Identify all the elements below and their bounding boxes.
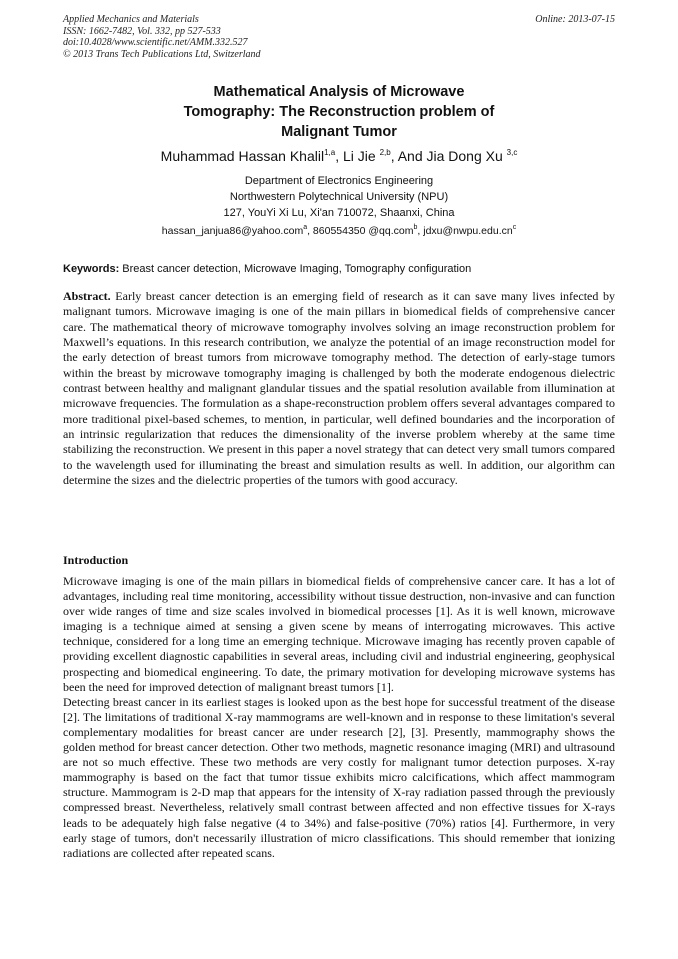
affiliation [63,173,615,221]
introduction-body [63,574,615,861]
email-2: , 860554350 @qq.com [307,225,414,237]
author-separator-2: , And Jia Dong Xu [390,148,507,164]
email-2-marker: b [413,224,418,231]
author-emails [63,224,615,238]
copyright-line: © 2013 Trans Tech Publications Ltd, Switzerland [63,48,261,60]
journal-name: Applied Mechanics and Materials [63,14,199,25]
keywords [63,262,615,276]
keywords-label: Keywords: [63,263,120,275]
title-line-2: Tomography: The Reconstruction problem of [183,104,495,120]
abstract-text: Early breast cancer detection is an emerging field of research as it can save many lives infected by malignant tumors. Microwave imaging is one of the main pillars in biomedical fields of comprehensive cancer care. The mathematical theory of microwave tomography involves solving an image reconstruction problem for Maxwell’s equations. In this research contribution, we analyze the potential of an image reconstruction model for the early detection of breast tumors from microwave tomography method. The detection of early-stage tumors within the breast by microwave tomography imaging is challenged by both the moderate endogenous dielectric contrast between healthy and malignant glandular tissues and the spatial resolution available from illumination at microwave frequencies. The formulation as a shape-reconstruction problem offers several advantages compared to more traditional pixel-based schemes, to mention, in particular, well defined boundaries and the incorporation of an intrinsic regularization that reduces the dimensionality of the inverse problem whereby at the same time stabilizing the reconstruction. We present in this paper a novel strategy that can detect very small tumors compared to the wavelength used for illuminating the breast and simulation results as well. In addition, our algorithm can determine the sizes and the dielectric properties of the tumors with good accuracy. [63,289,615,488]
author-separator-1: , Li Jie [335,148,380,164]
author-1-affil: 1,a [324,148,336,157]
author-list [63,147,615,165]
doi-line: doi:10.4028/www.scientific.net/AMM.332.527 [63,37,248,48]
affiliation-line-1: Department of Electronics Engineering [244,175,434,187]
paper-title [63,82,615,142]
author-1-name: Muhammad Hassan Khalil [160,148,325,164]
keywords-text: Breast cancer detection, Microwave Imaging, Tomography configuration [119,263,472,275]
author-3-affil: 3,c [506,148,518,157]
journal-header [63,14,615,60]
email-3-marker: c [512,224,517,231]
introduction-paragraph-2: Detecting breast cancer in its earliest stages is looked upon as the best hope for successful treatment of the disease [2]. The limitations of traditional X-ray mammograms are well-known and in response to these limitation's several complementary modalities for breast cancer are under research [2], [3]. Presently, mammography shows the golden method for breast cancer detection. Other two methods, magnetic resonance imaging (MRI) and ultrasound are not so much effective. These two methods are very costly for malignant tumor detection purposes. X-ray mammography is based on the fact that tumor tissue exhibits micro calcifications, which affect mammogram structure. Mammogram is 2-D map that appears for the intensity of X-ray radiation passed through the previously compressed breast. Nevertheless, relatively small contrast between affected and non effective tissues for X-rays leads to be adequately high false negative (4 to 34%) and false-positive (70%) ratios [4]. Furthermore, in very early stage of tumors, don't necessarily illustration of micro classifications. This should remember that ionizing radiations are collected after repeated scans. [63,694,615,860]
section-heading-introduction: Introduction [63,553,129,567]
title-line-1: Mathematical Analysis of Microwave [213,84,465,100]
introduction-paragraph-1: Microwave imaging is one of the main pillars in biomedical fields of comprehensive cancer care. It has a lot of advantages, including real time monitoring, accessibility without tissue destruction, non-invasive and can function over wide ranges of time and size scales involved in biomedical processes [1]. As it is well known, microwave imaging is a technique aimed at sensing a given scene by means of interrogating microwaves. This active technique, considered for a long time an emerging technique. Microwave imaging has recently proven capable of providing excellent diagnostic capabilities in several areas, including civil and industrial engineering, geophysical prospecting and biomedical engineering. To date, the primary motivation for developing microwave systems has been the need for improved detection of malignant breast tumors [1]. [63,574,615,694]
affiliation-line-3: 127, YouYi Xi Lu, Xi'an 710072, Shaanxi, China [223,207,455,219]
email-1: hassan_janjua86@yahoo.com [161,225,304,237]
affiliation-line-2: Northwestern Polytechnical University (NPU) [229,191,449,203]
issn-line: ISSN: 1662-7482, Vol. 332, pp 527-533 [63,25,221,37]
author-2-affil: 2,b [379,148,391,157]
abstract [63,289,615,488]
online-date: Online: 2013-07-15 [535,14,615,25]
abstract-label: Abstract. [63,289,111,303]
email-1-marker: a [303,224,308,231]
title-line-3: Malignant Tumor [281,124,397,140]
email-3: , jdxu@nwpu.edu.cn [417,225,513,237]
